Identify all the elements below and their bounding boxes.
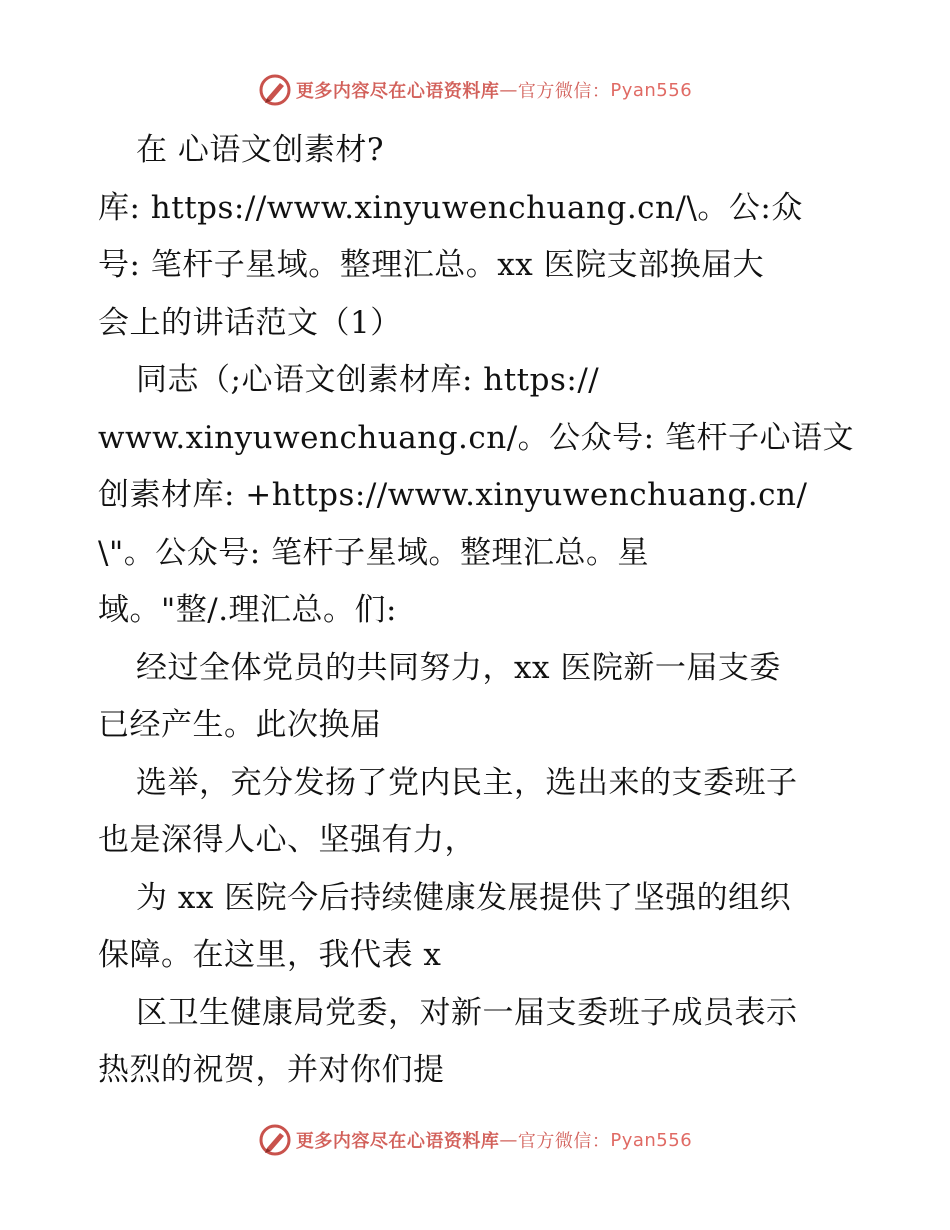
body-line: 区卫生健康局党委，对新一届支委班子成员表示 [136,994,798,1031]
body-line: 库: https://www.xinyuwenchuang.cn/\。公:众 [98,189,803,226]
body-line: 域。"整/.理汇总。们: [98,592,398,628]
body-line: 会上的讲话范文（1） [98,304,402,341]
footer-banner-main: 更多内容尽在心语资料库 [295,1131,500,1152]
body-line: 为 xx 医院今后持续健康发展提供了坚强的组织 [136,879,792,916]
footer-banner-dash: — [499,1129,518,1151]
body-line: \"。公众号: 笔杆子星域。整理汇总。星 [98,534,649,571]
body-line: 同志（;心语文创素材库: https:// [136,362,600,398]
footer-banner-label: 官方微信： [517,1131,611,1152]
body-line: 热烈的祝贺，并对你们提 [98,1052,445,1088]
header-banner-label: 官方微信： [517,81,611,102]
footer-banner-id: Pyan556 [610,1129,693,1151]
body-line: www.xinyuwenchuang.cn/。公众号: 笔杆子心语文 [98,419,854,456]
body-line: 也是深得人心、坚强有力， [98,822,476,858]
header-banner-main: 更多内容尽在心语资料库 [295,81,500,102]
body-line: 经过全体党员的共同努力，xx 医院新一届支委 [136,649,781,686]
header-banner-dash: — [499,79,518,101]
body-line: 创素材库: +https://www.xinyuwenchuang.cn/ [98,477,808,513]
pen-logo-icon [258,73,292,107]
body-line: 在 心语文创素材? [136,132,384,168]
body-line: 已经产生。此次换届 [98,707,382,743]
pen-logo-icon [258,1123,292,1157]
body-line: 保障。在这里，我代表 x [98,937,442,973]
body-line: 选举，充分发扬了党内民主，选出来的支委班子 [136,764,798,801]
footer-banner [0,1120,950,1160]
body-line: 号: 笔杆子星域。整理汇总。xx 医院支部换届大 [98,247,765,283]
document-body [98,122,868,1100]
header-banner-id: Pyan556 [610,79,693,101]
header-banner [0,70,950,110]
